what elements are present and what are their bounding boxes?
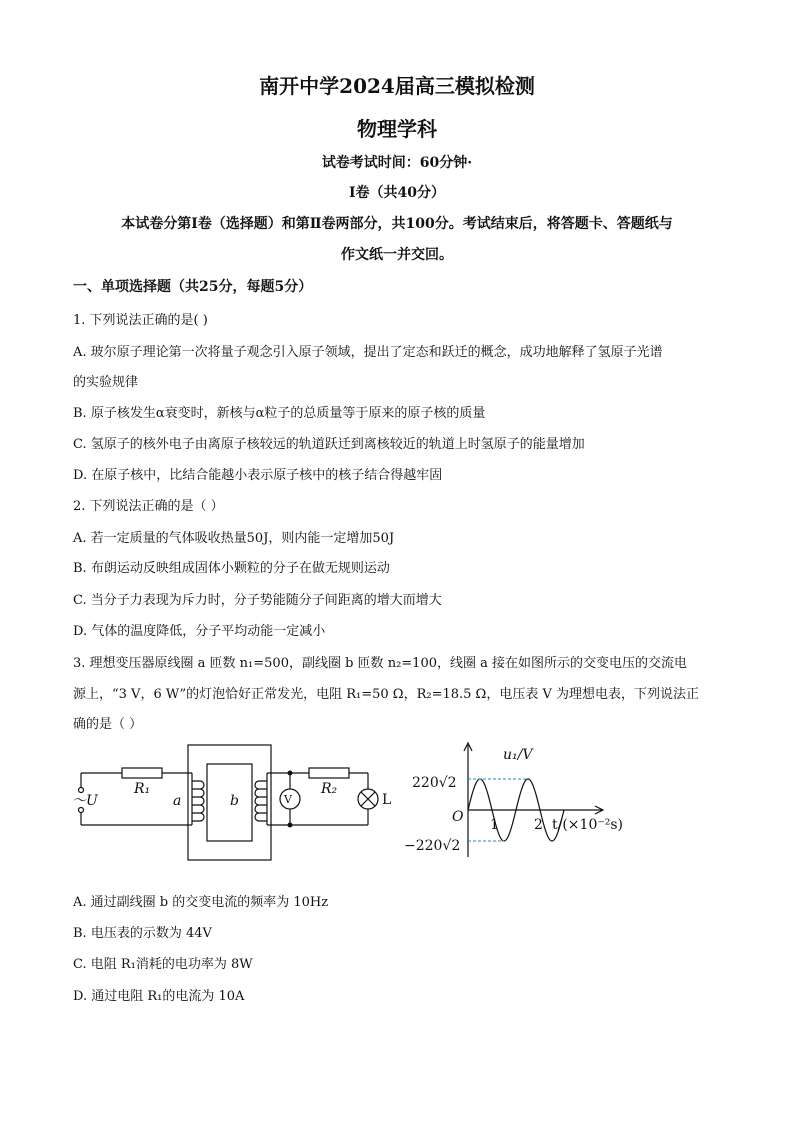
q2-option-a: A. 若一定质量的气体吸收热量50J，则内能一定增加50J	[73, 531, 395, 546]
subject-title: 物理学科	[357, 117, 437, 141]
transformer-circuit-diagram	[68, 737, 398, 862]
y-min-label: −220√2	[404, 838, 461, 854]
exam-title: 南开中学2024届高三模拟检测	[259, 74, 535, 98]
q3-stem-line-2: 源上，“3 V，6 W”的灯泡恰好正常发光，电阻 R₁=50 Ω，R₂=18.5 Ω，电压表 V 为理想电表，下列说法正	[73, 687, 699, 702]
label-coil-a: a	[173, 793, 182, 809]
label-voltmeter: V	[284, 793, 292, 806]
q3-option-c: C. 电阻 R₁消耗的电功率为 8W	[73, 957, 253, 972]
q2-option-b: B. 布朗运动反映组成固体小颗粒的分子在做无规则运动	[73, 561, 390, 576]
resistor-r2	[309, 768, 349, 778]
label-r1: R₁	[134, 781, 151, 797]
section-heading: 一、单项选择题（共25分，每题5分）	[73, 279, 313, 295]
label-coil-b: b	[230, 793, 239, 809]
q3-stem-line-1: 3. 理想变压器原线圈 a 匝数 n₁=500，副线圈 b 匝数 n₂=100，线圈 a 接在如图所示的交变电压的交流电	[73, 656, 687, 671]
part-heading: Ⅰ卷（共40分）	[348, 185, 446, 201]
q3-stem-line-3: 确的是（ ）	[73, 717, 143, 732]
label-lamp: L	[382, 792, 392, 808]
q1-option-b: B. 原子核发生α衰变时，新核与α粒子的总质量等于原来的原子核的质量	[73, 406, 486, 421]
primary-coil	[192, 781, 204, 821]
q3-option-d: D. 通过电阻 R₁的电流为 10A	[73, 989, 245, 1004]
q3-option-b: B. 电压表的示数为 44V	[73, 926, 212, 941]
y-axis-label: u₁/V	[503, 747, 533, 763]
q1-option-c: C. 氢原子的核外电子由离原子核较远的轨道跃迁到离核较近的轨道上时氢原子的能量增加	[73, 437, 585, 452]
x-tick-1: 1	[490, 817, 499, 833]
label-r2: R₂	[321, 781, 338, 797]
exam-time: 试卷考试时间：60分钟·	[321, 155, 473, 171]
label-source: ～U	[72, 793, 98, 809]
q1-stem: 1. 下列说法正确的是( )	[73, 313, 208, 328]
q2-stem: 2. 下列说法正确的是（ ）	[73, 499, 224, 514]
q1-option-d: D. 在原子核中，比结合能越小表示原子核中的核子结合得越牢固	[73, 468, 443, 483]
resistor-r1	[122, 768, 162, 778]
origin-label: O	[452, 809, 464, 825]
instructions-line-2: 作文纸一并交回。	[341, 247, 453, 263]
x-tick-2: 2	[534, 817, 543, 833]
q1-option-a: A. 玻尔原子理论第一次将量子观念引入原子领域，提出了定态和跃迁的概念，成功地解释了氢原子光谱	[73, 345, 663, 360]
q3-option-a: A. 通过副线圈 b 的交变电流的频率为 10Hz	[73, 895, 329, 910]
x-axis-label: t/(×10⁻²s)	[552, 817, 623, 833]
instructions-line-1: 本试卷分第Ⅰ卷（选择题）和第Ⅱ卷两部分，共100分。考试结束后，将答题卡、答题纸与	[121, 216, 673, 232]
q2-option-d: D. 气体的温度降低，分子平均动能一定减小	[73, 624, 326, 639]
voltage-time-graph	[398, 737, 633, 862]
q2-option-c: C. 当分子力表现为斥力时，分子势能随分子间距离的增大而增大	[73, 593, 442, 608]
secondary-coil	[255, 781, 267, 821]
y-max-label: 220√2	[412, 775, 457, 791]
q1-option-a-cont: 的实验规律	[73, 375, 139, 390]
